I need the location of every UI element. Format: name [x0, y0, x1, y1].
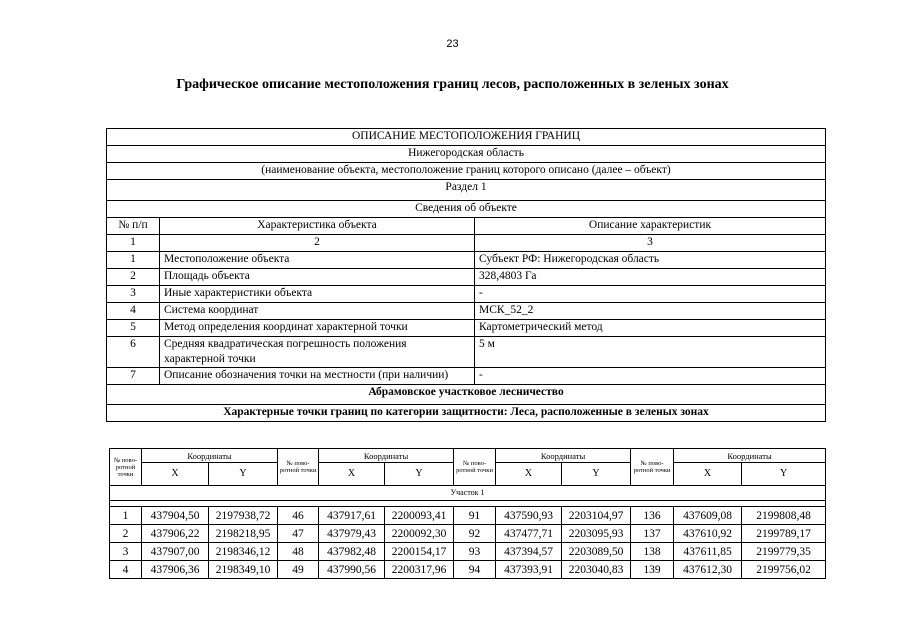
coordinate-y: 2203095,93 [562, 525, 631, 543]
forestry-name: Абрамовское участковое лесничество [107, 385, 826, 405]
point-number: 136 [631, 507, 674, 525]
coordinate-x: 437904,50 [142, 507, 209, 525]
x-header: X [142, 463, 209, 486]
coordinates-table [109, 448, 826, 579]
coordinates-header: Координаты [142, 449, 278, 463]
coordinate-x: 437609,08 [674, 507, 742, 525]
coordinate-x: 437393,91 [496, 561, 562, 579]
coordinates-header: Координаты [319, 449, 454, 463]
point-number: 137 [631, 525, 674, 543]
col-header-description: Описание характеристик [475, 218, 826, 235]
coordinate-y: 2199779,35 [742, 543, 826, 561]
column-numbers [107, 235, 826, 252]
y-header: Y [562, 463, 631, 486]
table-row [110, 561, 826, 579]
table-row [107, 368, 826, 385]
table-row [107, 320, 826, 337]
coordinate-y: 2199756,02 [742, 561, 826, 579]
row-characteristic: Описание обозначения точки на местности (при наличии) [160, 368, 475, 385]
point-number: 49 [278, 561, 319, 579]
row-value: - [475, 368, 826, 385]
page-number: 23 [446, 38, 459, 50]
coordinate-x: 437990,56 [319, 561, 385, 579]
point-number: 139 [631, 561, 674, 579]
x-header: X [496, 463, 562, 486]
boundary-description-table [106, 128, 826, 422]
row-value: - [475, 286, 826, 303]
coordinates-header: Координаты [674, 449, 826, 463]
point-number: 46 [278, 507, 319, 525]
point-number: 91 [454, 507, 496, 525]
row-number: 6 [107, 337, 160, 368]
point-number: 4 [110, 561, 142, 579]
row-value: Картометрический метод [475, 320, 826, 337]
point-number: 94 [454, 561, 496, 579]
coordinate-x: 437907,00 [142, 543, 209, 561]
coordinate-y: 2203104,97 [562, 507, 631, 525]
point-number: 48 [278, 543, 319, 561]
coordinate-x: 437979,43 [319, 525, 385, 543]
coordinate-x: 437610,92 [674, 525, 742, 543]
table-row [107, 286, 826, 303]
coordinates-header: Координаты [496, 449, 631, 463]
coordinate-y: 2198349,10 [209, 561, 278, 579]
coordinate-x: 437590,93 [496, 507, 562, 525]
row-value: 328,4803 Га [475, 269, 826, 286]
row-number: 7 [107, 368, 160, 385]
point-number: 47 [278, 525, 319, 543]
row-characteristic: Местоположение объекта [160, 252, 475, 269]
point-number-header: № пово-ротной точки [631, 449, 674, 486]
coordinate-x: 437611,85 [674, 543, 742, 561]
coordinate-y: 2200093,41 [385, 507, 454, 525]
y-header: Y [742, 463, 826, 486]
table-row [107, 337, 826, 368]
table-row [107, 252, 826, 269]
table-row [107, 269, 826, 286]
coordinate-y: 2198218,95 [209, 525, 278, 543]
coordinate-x: 437906,36 [142, 561, 209, 579]
coordinate-y: 2203089,50 [562, 543, 631, 561]
section-title: Сведения об объекте [107, 201, 826, 218]
col-number: 1 [107, 235, 160, 252]
coordinate-x: 437477,71 [496, 525, 562, 543]
row-number: 1 [107, 252, 160, 269]
point-number: 138 [631, 543, 674, 561]
point-number: 1 [110, 507, 142, 525]
point-number-header: № пово-ротной точки [110, 449, 142, 486]
point-number: 93 [454, 543, 496, 561]
row-number: 3 [107, 286, 160, 303]
point-number-header: № пово-ротной точки [278, 449, 319, 486]
coordinate-x: 437612,30 [674, 561, 742, 579]
row-value: 5 м [475, 337, 826, 368]
point-number-header: № пово-ротной точки [454, 449, 496, 486]
object-note: (наименование объекта, местоположение границ которого описано (далее – объект) [107, 163, 826, 180]
point-number: 2 [110, 525, 142, 543]
row-characteristic: Система координат [160, 303, 475, 320]
coordinate-y: 2203040,83 [562, 561, 631, 579]
row-characteristic: Площадь объекта [160, 269, 475, 286]
coordinate-x: 437394,57 [496, 543, 562, 561]
coordinate-rows [110, 507, 826, 579]
row-value: МСК_52_2 [475, 303, 826, 320]
x-header: X [319, 463, 385, 486]
points-caption: Характерные точки границ по категории защитности: Леса, расположенные в зеленых зонах [107, 405, 826, 422]
description-heading: ОПИСАНИЕ МЕСТОПОЛОЖЕНИЯ ГРАНИЦ [107, 129, 826, 146]
coordinate-y: 2199808,48 [742, 507, 826, 525]
col-header-number: № п/п [107, 218, 160, 235]
coordinates-header-row [110, 449, 826, 463]
coordinate-x: 437917,61 [319, 507, 385, 525]
point-number: 92 [454, 525, 496, 543]
section-label: Раздел 1 [107, 180, 826, 201]
coordinate-y: 2200154,17 [385, 543, 454, 561]
table-row [110, 525, 826, 543]
col-number: 3 [475, 235, 826, 252]
row-number: 4 [107, 303, 160, 320]
row-characteristic: Средняя квадратическая погрешность положения характерной точки [160, 337, 475, 368]
col-number: 2 [160, 235, 475, 252]
page-title: Графическое описание местоположения границ лесов, расположенных в зеленых зонах [176, 77, 729, 92]
coordinate-x: 437906,22 [142, 525, 209, 543]
row-characteristic: Метод определения координат характерной точки [160, 320, 475, 337]
table-row [110, 543, 826, 561]
table-row [107, 303, 826, 320]
coordinate-y: 2200317,96 [385, 561, 454, 579]
table-row [110, 507, 826, 525]
row-number: 5 [107, 320, 160, 337]
coordinate-y: 2197938,72 [209, 507, 278, 525]
x-header: X [674, 463, 742, 486]
coordinate-y: 2200092,30 [385, 525, 454, 543]
row-characteristic: Иные характеристики объекта [160, 286, 475, 303]
column-headers [107, 218, 826, 235]
parcel-label: Участок 1 [110, 486, 826, 501]
coordinate-y: 2198346,12 [209, 543, 278, 561]
y-header: Y [209, 463, 278, 486]
row-number: 2 [107, 269, 160, 286]
coordinate-y: 2199789,17 [742, 525, 826, 543]
point-number: 3 [110, 543, 142, 561]
col-header-characteristic: Характеристика объекта [160, 218, 475, 235]
y-header: Y [385, 463, 454, 486]
coordinate-x: 437982,48 [319, 543, 385, 561]
row-value: Субъект РФ: Нижегородская область [475, 252, 826, 269]
region-name: Нижегородская область [107, 146, 826, 163]
